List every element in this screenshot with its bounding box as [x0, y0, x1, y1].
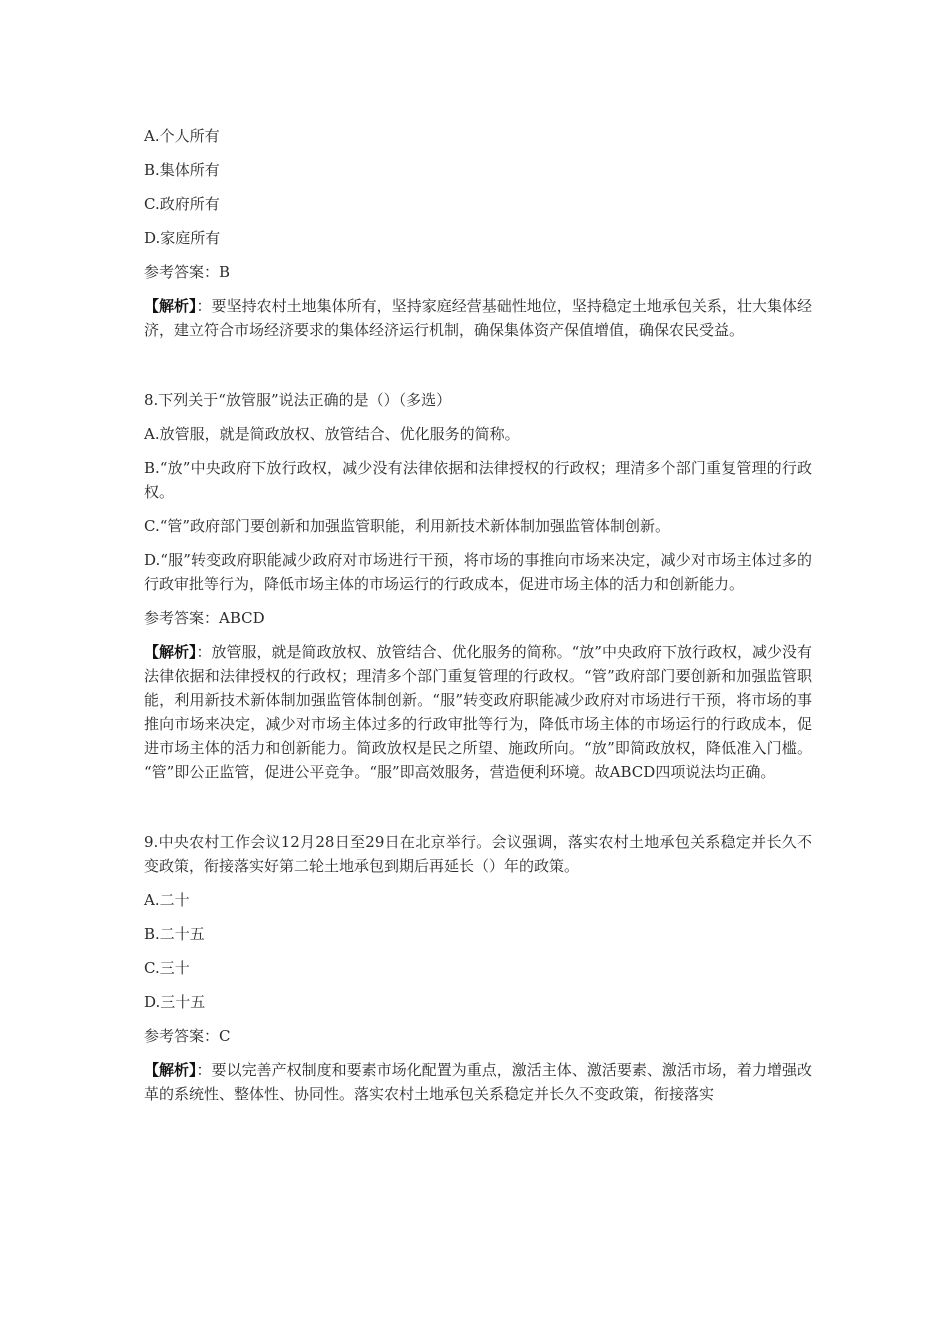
question-8-block: [144, 388, 812, 784]
question-text: 8.下列关于“放管服”说法正确的是（）（多选）: [144, 391, 452, 409]
question-9-block: [144, 830, 812, 1106]
analysis-label: 【解析】: [144, 643, 197, 661]
answer: 参考答案：C: [144, 1027, 231, 1045]
question-text: 9.中央农村工作会议12月28日至29日在北京举行。会议强调，落实农村土地承包关系稳定并长久不变政策，衔接落实好第二轮土地承包到期后再延长（）年的政策。: [144, 833, 812, 875]
option-d: D.家庭所有: [144, 229, 221, 247]
option-c: C.政府所有: [144, 195, 220, 213]
option-d: D.三十五: [144, 993, 206, 1011]
analysis-text: ：要以完善产权制度和要素市场化配置为重点，激活主体、激活要素、激活市场，着力增强改革的系统性、整体性、协同性。落实农村土地承包关系稳定并长久不变政策，衔接落实: [144, 1061, 812, 1103]
analysis: [144, 294, 812, 342]
document-page: [144, 124, 812, 1116]
option-c: C.三十: [144, 959, 190, 977]
spacer: [144, 794, 812, 830]
analysis-text: ：要坚持农村土地集体所有，坚持家庭经营基础性地位，坚持稳定土地承包关系，壮大集体经济，建立符合市场经济要求的集体经济运行机制，确保集体资产保值增值，确保农民受益。: [144, 297, 812, 339]
option-a: A.二十: [144, 891, 190, 909]
analysis-label: 【解析】: [144, 1061, 197, 1079]
analysis-text: ：放管服，就是简政放权、放管结合、优化服务的简称。“放”中央政府下放行政权，减少没有法律依据和法律授权的行政权；理清多个部门重复管理的行政权。“管”政府部门要创新和加强监管职能，利用新技术新体制加强监管体制创新。“服”转变政府职能减少政府对市场进行干预，将市场的事推向市场来决定，减少对市场主体过多的行政审批等行为，降低市场主体的市场运行的行政成本，促进市场主体的活力和创新能力。简政放权是民之所望、施政所向。“放”即简政放权，降低准入门槛。 “管”即公正监管，促进公平竞争。“服”即高效服务，营造便利环境。故ABCD四项说法均正确。: [144, 643, 812, 781]
option-a: A.个人所有: [144, 127, 220, 145]
option-c: C.“管”政府部门要创新和加强监管职能，利用新技术新体制加强监管体制创新。: [144, 517, 671, 535]
question-7-block: [144, 124, 812, 342]
option-b: B.集体所有: [144, 161, 220, 179]
analysis: [144, 1058, 812, 1106]
option-b: B.“放”中央政府下放行政权，减少没有法律依据和法律授权的行政权；理清多个部门重复管理的行政权。: [144, 459, 812, 501]
analysis: [144, 640, 812, 784]
answer: 参考答案：ABCD: [144, 609, 265, 627]
option-b: B.二十五: [144, 925, 205, 943]
analysis-label: 【解析】: [144, 297, 197, 315]
spacer: [144, 352, 812, 388]
answer: 参考答案：B: [144, 263, 231, 281]
option-d: D.“服”转变政府职能减少政府对市场进行干预，将市场的事推向市场来决定，减少对市场主体过多的行政审批等行为，降低市场主体的市场运行的行政成本，促进市场主体的活力和创新能力。: [144, 551, 812, 593]
option-a: A.放管服，就是简政放权、放管结合、优化服务的简称。: [144, 425, 520, 443]
